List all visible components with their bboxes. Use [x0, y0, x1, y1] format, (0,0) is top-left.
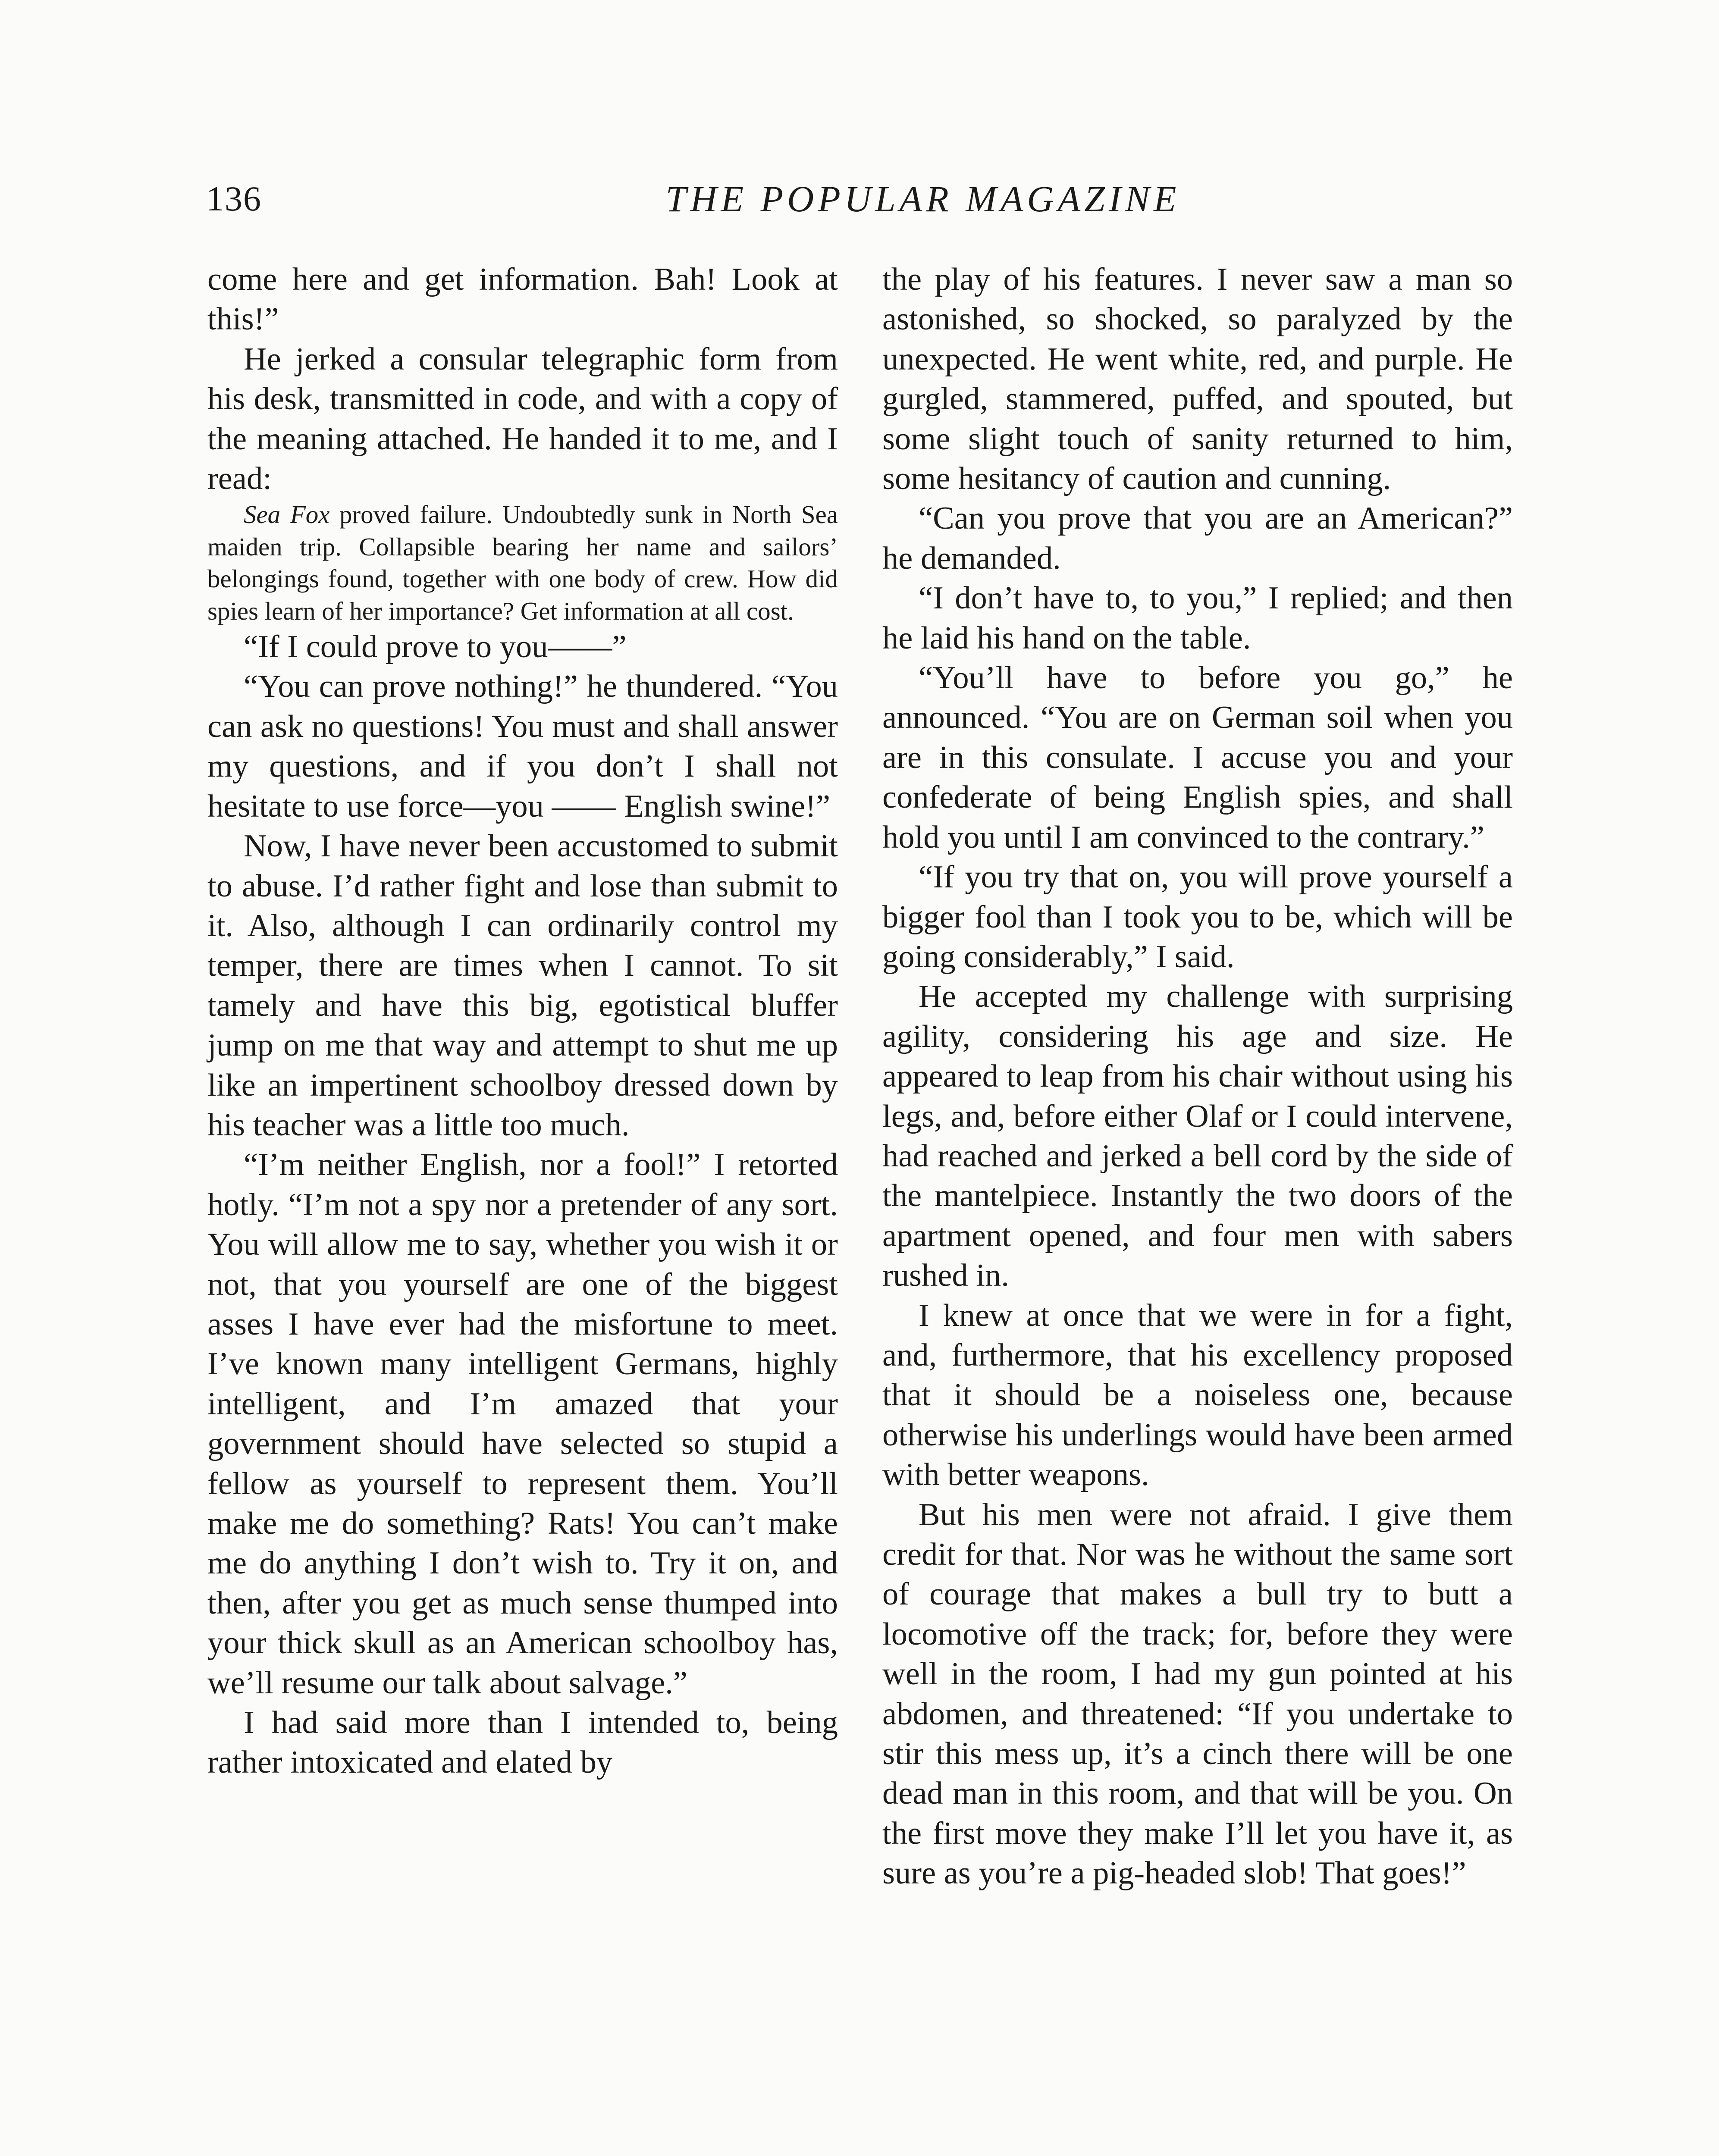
paragraph: “You’ll have to before you go,” he announced. “You are on German soil when you are in this consulate. I accuse you and your confederate of being English spies, and shall hold you until I am convinced to the contrary.” — [882, 660, 1513, 855]
paragraph: the play of his features. I never saw a man so astonished, so shocked, so paralyzed by the unexpected. He went white, red, and purple. He gurgled, stammered, puffed, and spouted, but some slight touch of sanity returned to him, some hesitancy of caution and cunning. — [882, 262, 1513, 497]
paragraph: “If you try that on, you will prove yourself a bigger fool than I took you to be, which will be going considerably,” I said. — [882, 859, 1513, 975]
paragraph: But his men were not afraid. I give them credit for that. Nor was he without the same sort of courage that makes a bull try to butt a locomotive off the track; for, before they were well in the room, I had my gun pointed at his abdomen, and threatened: “If you undertake to stir this mess up, it’s a cinch there will be one dead man in this room, and that will be you. On the first move they make I’ll let you have it, as sure as you’re a pig-headed slob! That goes!” — [882, 1497, 1513, 1891]
left-column — [207, 260, 838, 1783]
telegram-text: proved failure. Undoubtedly sunk in North Sea maiden trip. Collapsible bearing her name and sailors’ belongings found, together with one body of crew. How did spies learn of her importance? Get information at all cost. — [207, 500, 838, 625]
paragraph: “If I could prove to you——” — [244, 629, 627, 665]
page-number: 136 — [206, 179, 262, 218]
paragraph: I knew at once that we were in for a fight, and, furthermore, that his excellency proposed that it should be a noiseless one, because otherwise his underlings would have been armed with better weapons. — [882, 1297, 1513, 1493]
right-column — [882, 260, 1513, 1893]
paragraph: Now, I have never been accustomed to submit to abuse. I’d rather fight and lose than submit to it. Also, although I can ordinarily control my temper, there are times when I cannot. To sit tamely and have this big, egotistical bluffer jump on me that way and attempt to shut me up like an impertinent schoolboy dressed down by his teacher was a little too much. — [207, 828, 838, 1143]
paragraph: He jerked a consular telegraphic form from his desk, transmitted in code, and with a copy of the meaning attached. He handed it to me, and I read: — [207, 341, 838, 497]
paragraph: come here and get information. Bah! Look at this!” — [207, 262, 838, 337]
paragraph: “I don’t have to, to you,” I replied; and then he laid his hand on the table. — [882, 580, 1513, 656]
paragraph: “I’m neither English, nor a fool!” I retorted hotly. “I’m not a spy nor a pretender of any sort. You will allow me to say, whether you wish it or not, that you yourself are one of the biggest asses I have ever had the misfortune to meet. I’ve known many intelligent Germans, highly intelligent, and I’m amazed that your government should have selected so stupid a fellow as yourself to represent them. You’ll make me do something? Rats! You can’t make me do anything I don’t wish to. Try it on, and then, after you get as much sense thumped into your thick skull as an American schoolboy has, we’ll resume our talk about salvage.” — [207, 1147, 838, 1701]
ship-name: Sea Fox — [244, 500, 330, 529]
paragraph: He accepted my challenge with surprising agility, considering his age and size. He appeared to leap from his chair without using his legs, and, before either Olaf or I could intervene, had reached and jerked a bell cord by the side of the mantelpiece. Instantly the two doors of the apartment opened, and four men with sabers rushed in. — [882, 979, 1513, 1294]
paragraph: I had said more than I intended to, being rather intoxicated and elated by — [207, 1705, 838, 1780]
running-head: THE POPULAR MAGAZINE — [665, 178, 1180, 219]
telegram-quote — [207, 498, 838, 627]
paragraph: “Can you prove that you are an American?” he demanded. — [882, 501, 1513, 576]
paragraph: “You can prove nothing!” he thundered. “You can ask no questions! You must and shall answer my questions, and if you don’t I shall not hesitate to use force—you —— English swine!” — [207, 669, 838, 824]
